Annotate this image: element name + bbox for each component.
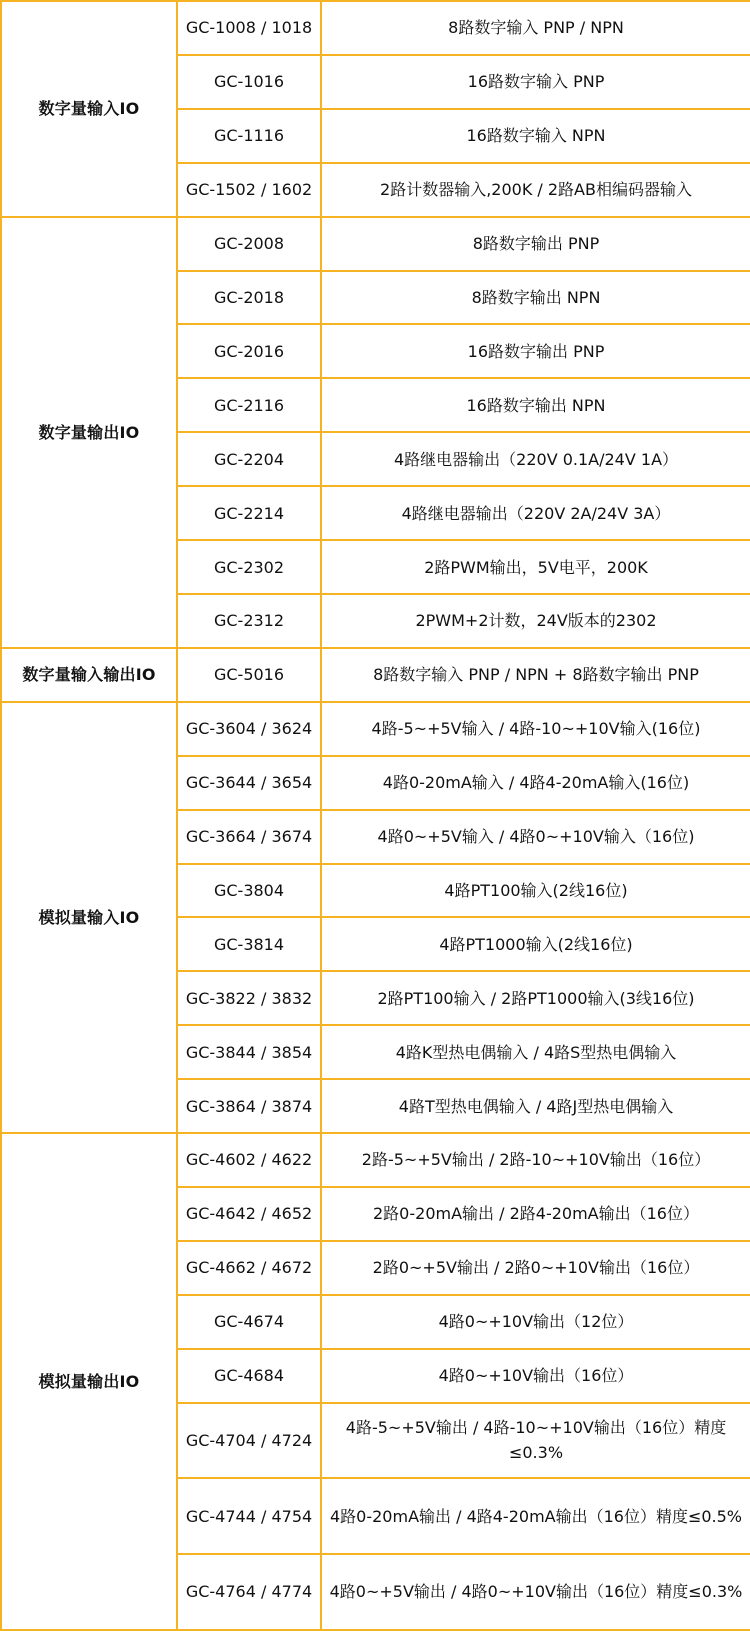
description-cell: 16路数字输出 NPN <box>321 378 750 432</box>
model-cell: GC-1016 <box>177 55 321 109</box>
description-cell: 4路-5~+5V输出 / 4路-10~+10V输出（16位）精度≤0.3% <box>321 1403 750 1479</box>
model-cell: GC-4674 <box>177 1295 321 1349</box>
product-table-body <box>1 1 750 1630</box>
description-cell: 4路0-20mA输出 / 4路4-20mA输出（16位）精度≤0.5% <box>321 1478 750 1554</box>
model-cell: GC-4662 / 4672 <box>177 1241 321 1295</box>
description-cell: 4路继电器输出（220V 0.1A/24V 1A） <box>321 432 750 486</box>
category-cell: 数字量输入IO <box>1 1 177 217</box>
model-cell: GC-2016 <box>177 324 321 378</box>
model-cell: GC-4764 / 4774 <box>177 1554 321 1630</box>
description-cell: 16路数字输入 PNP <box>321 55 750 109</box>
model-cell: GC-3804 <box>177 864 321 918</box>
description-cell: 2路PWM输出，5V电平，200K <box>321 540 750 594</box>
description-cell: 2PWM+2计数，24V版本的2302 <box>321 594 750 648</box>
description-cell: 8路数字输出 PNP <box>321 217 750 271</box>
model-cell: GC-2214 <box>177 486 321 540</box>
model-cell: GC-1502 / 1602 <box>177 163 321 217</box>
description-cell: 4路0~+10V输出（16位） <box>321 1349 750 1403</box>
table-row <box>1 702 750 756</box>
category-cell: 数字量输入输出IO <box>1 648 177 702</box>
description-cell: 16路数字输出 PNP <box>321 324 750 378</box>
description-cell: 4路K型热电偶输入 / 4路S型热电偶输入 <box>321 1025 750 1079</box>
description-cell: 4路0~+5V输出 / 4路0~+10V输出（16位）精度≤0.3% <box>321 1554 750 1630</box>
description-cell: 4路-5~+5V输入 / 4路-10~+10V输入(16位) <box>321 702 750 756</box>
description-cell: 8路数字输入 PNP / NPN <box>321 1 750 55</box>
model-cell: GC-4704 / 4724 <box>177 1403 321 1479</box>
description-cell: 2路-5~+5V输出 / 2路-10~+10V输出（16位） <box>321 1133 750 1187</box>
model-cell: GC-2116 <box>177 378 321 432</box>
description-cell: 4路PT100输入(2线16位) <box>321 864 750 918</box>
description-cell: 4路0~+5V输入 / 4路0~+10V输入（16位) <box>321 810 750 864</box>
model-cell: GC-1116 <box>177 109 321 163</box>
model-cell: GC-3822 / 3832 <box>177 971 321 1025</box>
model-cell: GC-4684 <box>177 1349 321 1403</box>
category-cell: 数字量输出IO <box>1 217 177 648</box>
model-cell: GC-3844 / 3854 <box>177 1025 321 1079</box>
model-cell: GC-3664 / 3674 <box>177 810 321 864</box>
description-cell: 2路0-20mA输出 / 2路4-20mA输出（16位） <box>321 1187 750 1241</box>
description-cell: 2路PT100输入 / 2路PT1000输入(3线16位) <box>321 971 750 1025</box>
model-cell: GC-1008 / 1018 <box>177 1 321 55</box>
model-cell: GC-3644 / 3654 <box>177 756 321 810</box>
model-cell: GC-4602 / 4622 <box>177 1133 321 1187</box>
table-row <box>1 1133 750 1187</box>
table-row <box>1 1 750 55</box>
model-cell: GC-2008 <box>177 217 321 271</box>
model-cell: GC-2204 <box>177 432 321 486</box>
category-cell: 模拟量输入IO <box>1 702 177 1133</box>
model-cell: GC-4642 / 4652 <box>177 1187 321 1241</box>
description-cell: 8路数字输入 PNP / NPN + 8路数字输出 PNP <box>321 648 750 702</box>
description-cell: 2路计数器输入,200K / 2路AB相编码器输入 <box>321 163 750 217</box>
model-cell: GC-2018 <box>177 271 321 325</box>
description-cell: 8路数字输出 NPN <box>321 271 750 325</box>
model-cell: GC-3604 / 3624 <box>177 702 321 756</box>
table-row <box>1 217 750 271</box>
description-cell: 4路0-20mA输入 / 4路4-20mA输入(16位) <box>321 756 750 810</box>
category-cell: 模拟量输出IO <box>1 1133 177 1630</box>
description-cell: 4路PT1000输入(2线16位) <box>321 917 750 971</box>
model-cell: GC-5016 <box>177 648 321 702</box>
description-cell: 4路T型热电偶输入 / 4路J型热电偶输入 <box>321 1079 750 1133</box>
model-cell: GC-3864 / 3874 <box>177 1079 321 1133</box>
model-cell: GC-4744 / 4754 <box>177 1478 321 1554</box>
description-cell: 4路0~+10V输出（12位） <box>321 1295 750 1349</box>
description-cell: 4路继电器输出（220V 2A/24V 3A） <box>321 486 750 540</box>
table-row <box>1 648 750 702</box>
model-cell: GC-2312 <box>177 594 321 648</box>
model-cell: GC-3814 <box>177 917 321 971</box>
description-cell: 16路数字输入 NPN <box>321 109 750 163</box>
description-cell: 2路0~+5V输出 / 2路0~+10V输出（16位） <box>321 1241 750 1295</box>
model-cell: GC-2302 <box>177 540 321 594</box>
